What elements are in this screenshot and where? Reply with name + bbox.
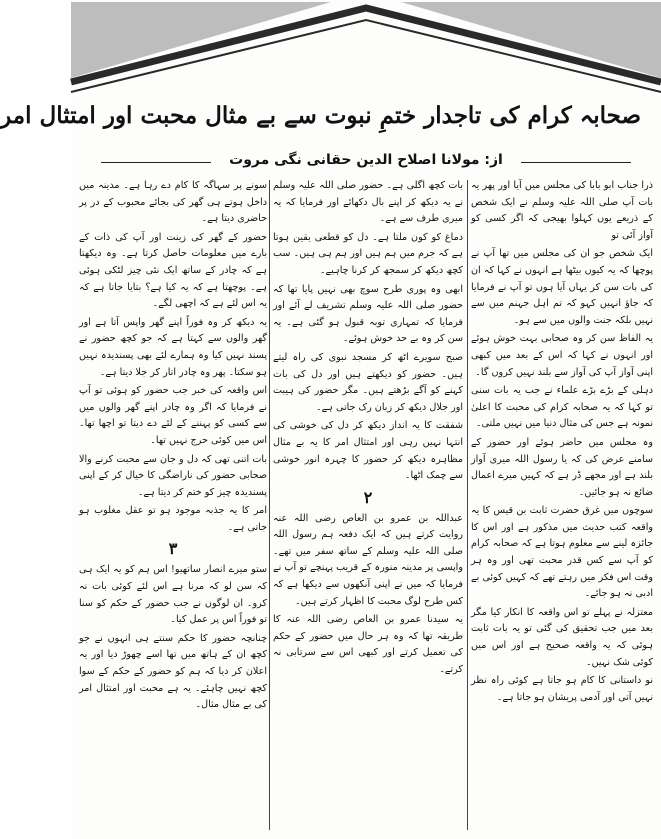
section-number: ۲ — [363, 487, 373, 507]
column-divider-1 — [467, 180, 468, 830]
paragraph: اس واقعہ کی خبر جب حضور کو ہوئی تو آپ نے فرمایا کہ اگر وہ چادر اپنے گھر والوں میں سے کسی کو پہننے کے لئے دے دیتا تو اچھا تھا۔ اس میں کوئی حرج نہیں تھا۔ — [79, 385, 267, 446]
paragraph: وہ مجلس میں حاضر ہوئے اور حضور کے سامنے عرض کی کہ یا رسول اللہ میری آواز بلند ہے اور مجھے ڈر ہے کہ کہیں میرے اعمال ضائع نہ ہو جائیں۔ — [471, 436, 653, 498]
paragraph: امر کا یہ جذبہ موجود ہو تو عقل مغلوب ہو جاتی ہے۔ — [79, 505, 267, 533]
paragraph: بات کچھ اگلی ہے۔ حضور صلی اللہ علیہ وسلم نے یہ دیکھ کر اپنے بال دکھائے اور فرمایا کہ یہ میری طرف سے ہے۔ — [273, 180, 463, 225]
header-rule-right — [521, 162, 631, 163]
paragraph: یہ الفاظ سن کر وہ صحابی بہت خوش ہوئے اور انہوں نے کہا کہ اس کے بعد میں کبھی اپنی آواز آپ کی آواز سے بلند نہیں کروں گا۔ — [471, 333, 653, 378]
paragraph: ستو میرے انصار ساتھیو! اس ہم کو یہ ایک ہی کہ سن لو کہ مرنا ہے اس لئے کوئی بات نہ کرو۔ ان لوگوں نے جب حضور کے حکم کو سنا تو فوراً اس پر عمل کیا۔ — [79, 564, 267, 626]
paragraph: معتزلہ نے پہلے تو اس واقعہ کا انکار کیا مگر بعد میں جب تحقیق کی گئی تو یہ بات ثابت ہوئی کہ یہ واقعہ صحیح ہے اور اس میں کوئی شک نہیں۔ — [471, 606, 653, 668]
article-author: از: مولانا اصلاح الدین حقانی نگی مروت — [229, 152, 503, 168]
column-divider-2 — [269, 180, 270, 830]
paragraph: سونے پر سہاگہ کا کام دے رہا ہے۔ مدینہ میں داخل ہوتے ہی گھر کی بجائے محبوب کے در پر حاضری دیتا ہے۔ — [79, 180, 267, 225]
paragraph: یہ سیدنا عمرو بن العاص رضی اللہ عنہ کا طریقہ تھا کہ وہ ہر حال میں حضور کے حکم کی تعمیل کرتے اور کبھی اس سے سرتابی نہ کرتے۔ — [273, 614, 463, 676]
paragraph: یہ دیکھ کر وہ فوراً اپنے گھر واپس آتا ہے اور گھر والوں سے کہتا ہے کہ جو کچھ حضور نے پسند نہیں کیا وہ ہمارے لئے بھی پسندیدہ نہیں ہو سکتا۔ پھر وہ چادر اتار کر جلا دیتا ہے۔ — [79, 316, 267, 378]
paragraph: ابھی وہ پوری طرح سوچ بھی نہیں پایا تھا کہ حضور صلی اللہ علیہ وسلم تشریف لے آئے اور فرمایا کہ تمہاری توبہ قبول ہو گئی ہے۔ یہ سن کر وہ بے حد خوش ہوئے۔ — [273, 283, 463, 345]
paragraph: سوچوں میں غرق حضرت ثابت بن قیس کا یہ واقعہ کتب حدیث میں مذکور ہے اور اس کا جائزہ لینے سے معلوم ہوتا ہے کہ صحابہ کرام کو آپ سے کس قدر محبت تھی اور وہ ہر وقت اس فکر میں رہتے تھے کہ کہیں کوئی بے ادبی نہ ہو جائے۔ — [471, 505, 653, 600]
roof-header-graphic — [71, 0, 661, 100]
paragraph: ذرا جناب ابو بابا کی مجلس میں آیا اور پھر یہ بات آپ صلی اللہ علیہ وسلم نے ایک شخص کے ذریعے یوں کہلوا بھیجی کہ اگر کسی کو آواز آئی تو — [471, 180, 653, 241]
paragraph: شفقت کا یہ انداز دیکھ کر دل کی خوشی کی انتہا نہیں رہی اور امتثال امر کا یہ بے مثال مظاہرہ دیکھ کر حضور کا چہرہ انور خوشی سے چمک اٹھا۔ — [273, 420, 463, 482]
paragraph: صبح سویرے اٹھ کر مسجد نبوی کی راہ لیتے ہیں۔ حضور کو دیکھتے ہیں اور دل کی بات کہنے کو آگے بڑھتے ہیں۔ مگر حضور کی ہیبت اور جلال دیکھ کر زبان رک جاتی ہے۔ — [273, 351, 463, 413]
paragraph: نو داستانی کا کام ہو جاتا ہے کوئی راہ نظر نہیں آتی اور آدمی پریشان ہو جاتا ہے۔ — [471, 675, 653, 703]
paragraph: ایک شخص جو ان کی مجلس میں تھا آپ نے پوچھا کہ یہ کیوں بیٹھا ہے انہوں نے کہا کہ ان کی بات سن کر یہاں آیا ہوں تو آپ نے فرمایا کہ جاؤ انہیں کہو کہ تم اہل جہنم میں سے نہیں بلکہ جنت والوں میں سے ہو۔ — [471, 248, 653, 326]
section-number: ۳ — [168, 539, 178, 559]
roof-right-panel — [401, 2, 661, 78]
paragraph: دماغ کو کون ملتا ہے۔ دل کو قطعی یقین ہوتا ہے کہ جرم میں ہم ہیں اور ہم ہی ہیں۔ سب کچھ دیکھ کر سمجھ کر کرنا چاہیے۔ — [273, 231, 463, 276]
paragraph: دہلی کے بڑے بڑے علماء نے جب یہ بات سنی تو کہا کہ یہ صحابہ کرام کی محبت کا اعلیٰ نمونہ ہے جس کی مثال دنیا میں نہیں ملتی۔ — [471, 385, 653, 430]
paragraph: عبداللہ بن عمرو بن العاص رضی اللہ عنہ روایت کرتے ہیں کہ ایک دفعہ ہم رسول اللہ صلی اللہ علیہ وسلم کے ساتھ سفر میں تھے۔ واپسی پر مدینہ منورہ کے قریب پہنچے تو آپ نے فرمایا کہ میں نے اپنی آنکھوں سے دیکھا ہے کہ کس طرح لوگ محبت کا اظہار کرتے ہیں۔ — [273, 512, 463, 607]
column-left — [79, 178, 267, 833]
paragraph: حضور کے گھر کی زینت اور آپ کی ذات کے بارے میں معلومات حاصل کرتا ہے۔ وہ دیکھتا ہے کہ چادر کے ساتھ ایک نئی چیز لٹکی ہوئی ہے۔ پوچھتا ہے کہ یہ کیا ہے؟ بتایا جاتا ہے کہ یہ اس لئے ہے کہ اچھی لگے۔ — [79, 231, 267, 310]
paragraph: چنانچہ حضور کا حکم سنتے ہی انہوں نے جو کچھ ان کے ہاتھ میں تھا اسے چھوڑ دیا اور یہ اعلان کر دیا کہ ہم کو حضور کے حکم کے سوا کچھ نہیں چاہئے۔ یہ ہے محبت اور امتثال امر کی بے مثال مثال۔ — [79, 632, 267, 711]
article-title: صحابہ کرام کی تاجدار ختمِ نبوت سے بے مثال محبت اور امتثال امر — [0, 102, 641, 129]
paragraph: بات اتنی تھی کہ دل و جان سے محبت کرنے والا صحابی حضور کی ناراضگی کا خیال کر کے اپنی پسندیدہ چیز کو ختم کر دیتا ہے۔ — [79, 453, 267, 498]
column-middle — [273, 178, 463, 833]
header-rule-left — [101, 162, 211, 163]
roof-left-panel — [71, 2, 331, 78]
column-right — [471, 178, 653, 833]
